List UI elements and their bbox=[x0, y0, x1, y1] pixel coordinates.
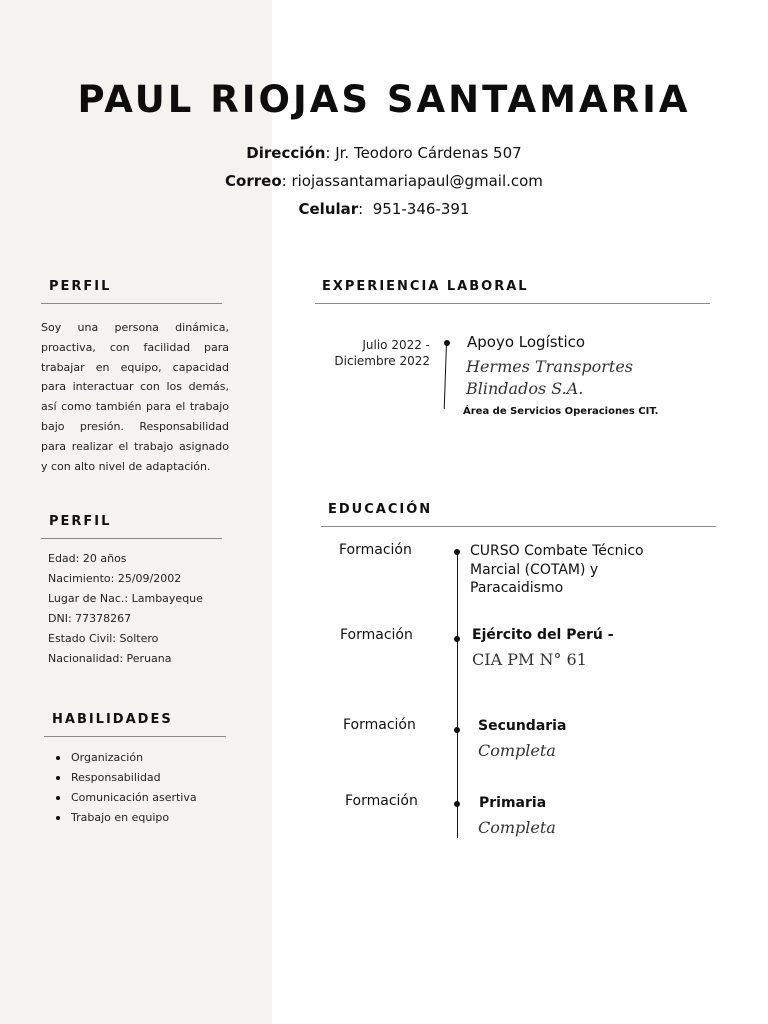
timeline-dot bbox=[454, 801, 460, 807]
perfil-heading: PERFIL bbox=[49, 279, 112, 294]
education-title: Primaria bbox=[479, 795, 547, 811]
info-dni: DNI: 77378267 bbox=[48, 612, 132, 625]
page-title: PAUL RIOJAS SANTAMARIA bbox=[77, 78, 691, 121]
list-item: Trabajo en equipo bbox=[56, 808, 197, 828]
skills-heading: HABILIDADES bbox=[52, 712, 173, 727]
education-divider bbox=[321, 526, 716, 527]
education-subtitle: Completa bbox=[478, 818, 556, 837]
info-nationality: Nacionalidad: Peruana bbox=[48, 652, 172, 665]
contact-sep: : bbox=[358, 200, 373, 218]
education-subtitle: CIA PM N° 61 bbox=[472, 650, 587, 669]
list-item: Organización bbox=[56, 748, 197, 768]
education-label: Formación bbox=[343, 717, 416, 733]
experience-divider bbox=[315, 303, 710, 304]
experience-company bbox=[466, 356, 633, 400]
info-age: Edad: 20 años bbox=[48, 552, 127, 565]
contact-email bbox=[0, 172, 768, 190]
experience-date-end: Diciembre 2022 bbox=[334, 354, 430, 368]
contact-sep: : bbox=[325, 144, 336, 162]
experience-company-line: Hermes Transportes bbox=[466, 357, 634, 376]
contact-address bbox=[0, 144, 768, 162]
education-title: Secundaria bbox=[478, 718, 567, 734]
contact-phone-value: 951-346-391 bbox=[372, 200, 470, 218]
info-civil-status: Estado Civil: Soltero bbox=[48, 632, 159, 645]
education-title: CURSO Combate Técnico Marcial (COTAM) y Paracaidismo bbox=[470, 543, 644, 596]
info-heading: PERFIL bbox=[49, 514, 112, 529]
info-divider bbox=[41, 538, 222, 539]
contact-email-label: Correo bbox=[225, 172, 282, 190]
contact-sep: : bbox=[281, 172, 292, 190]
skills-divider bbox=[44, 736, 226, 737]
education-title: Ejército del Perú - bbox=[472, 627, 614, 643]
education-label: Formación bbox=[345, 793, 418, 809]
timeline-dot bbox=[454, 549, 460, 555]
contact-address-value: Jr. Teodoro Cárdenas 507 bbox=[335, 144, 522, 162]
contact-phone-label: Celular bbox=[298, 200, 359, 218]
info-birthplace: Lugar de Nac.: Lambayeque bbox=[48, 592, 203, 605]
education-subtitle: Completa bbox=[478, 741, 556, 760]
experience-date-start: Julio 2022 - bbox=[362, 338, 430, 352]
education-label: Formación bbox=[339, 542, 412, 558]
contact-email-value: riojassantamariapaul@gmail.com bbox=[291, 172, 543, 190]
timeline-dot bbox=[454, 727, 460, 733]
personal-info-list bbox=[48, 549, 203, 669]
education-timeline-line bbox=[457, 551, 458, 838]
perfil-text: Soy una persona dinámica, proactiva, con facilidad para trabajar en equipo, capacidad para interactuar con los demás, así como también para el trabajo bajo presión. Responsabilidad para realizar el trabajo asignado y con alto nivel de adaptación. bbox=[41, 321, 229, 473]
education-label: Formación bbox=[340, 627, 413, 643]
timeline-line bbox=[444, 343, 448, 409]
contact-address-label: Dirección bbox=[246, 144, 326, 162]
list-item: Comunicación asertiva bbox=[56, 788, 197, 808]
timeline-dot bbox=[454, 636, 460, 642]
info-birth: Nacimiento: 25/09/2002 bbox=[48, 572, 182, 585]
experience-role: Apoyo Logístico bbox=[467, 333, 586, 351]
experience-area: Área de Servicios Operaciones CIT. bbox=[463, 406, 659, 417]
experience-date bbox=[318, 337, 430, 369]
experience-heading: EXPERIENCIA LABORAL bbox=[322, 279, 529, 294]
contact-phone bbox=[0, 200, 768, 218]
skills-list bbox=[56, 748, 197, 828]
perfil-divider bbox=[41, 303, 222, 304]
education-heading: EDUCACIÓN bbox=[328, 502, 433, 517]
experience-company-line: Blindados S.A. bbox=[466, 379, 584, 398]
list-item: Responsabilidad bbox=[56, 768, 197, 788]
